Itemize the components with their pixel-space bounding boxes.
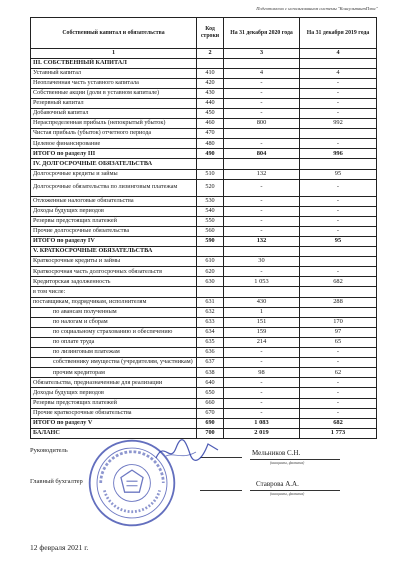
row-name: Резервы предстоящих платежей — [31, 216, 197, 226]
row-name: по авансам полученным — [31, 307, 197, 317]
value-2020: - — [224, 108, 300, 118]
value-2020: 98 — [224, 368, 300, 378]
value-2019: - — [300, 267, 377, 277]
value-2020: 430 — [224, 297, 300, 307]
row-name: Неоплаченная часть уставного капитала — [31, 78, 197, 88]
row-code: 637 — [197, 358, 224, 368]
column-number: 2 — [197, 49, 224, 59]
row-name: III. СОБСТВЕННЫЙ КАПИТАЛ — [31, 58, 197, 68]
value-2020: 132 — [224, 169, 300, 179]
row-name: по налогам и сборам — [31, 317, 197, 327]
row-name: ИТОГО по разделу V — [31, 418, 197, 428]
row-code: 638 — [197, 368, 224, 378]
row-name: по социальному страхованию и обеспечению — [31, 327, 197, 337]
value-2019: 1 773 — [300, 428, 377, 438]
row-code: 610 — [197, 257, 224, 267]
accountant-name: Ставрова А.А. — [256, 480, 299, 488]
row-name: ИТОГО по разделу III — [31, 149, 197, 159]
row-name: Резервный капитал — [31, 98, 197, 108]
row-name: Доходы будущих периодов — [31, 206, 197, 216]
value-2019: - — [300, 108, 377, 118]
value-2020: - — [224, 139, 300, 149]
row-code: 510 — [197, 169, 224, 179]
row-name: в том числе: — [31, 287, 197, 297]
handwritten-signature — [152, 436, 222, 466]
value-2019: - — [300, 206, 377, 216]
row-code: 470 — [197, 129, 224, 139]
row-name: ИТОГО по разделу IV — [31, 237, 197, 247]
row-code: 660 — [197, 398, 224, 408]
row-code: 690 — [197, 418, 224, 428]
value-2020: - — [224, 267, 300, 277]
value-2019: - — [300, 179, 377, 196]
value-2019: 4 — [300, 68, 377, 78]
value-2019: - — [300, 196, 377, 206]
row-name: Собственные акции (доли в уставном капитале) — [31, 88, 197, 98]
row-code: 420 — [197, 78, 224, 88]
row-code: 540 — [197, 206, 224, 216]
page-header-note: Подготовлено с использованием системы "КонсультантПлюс" — [256, 6, 378, 11]
row-name: Долгосрочные обязательства по лизинговым платежам — [31, 179, 197, 196]
row-code: 635 — [197, 337, 224, 347]
value-2020: 4 — [224, 68, 300, 78]
value-2019: 95 — [300, 237, 377, 247]
row-code: 636 — [197, 348, 224, 358]
row-code: 631 — [197, 297, 224, 307]
value-2019: - — [300, 139, 377, 149]
value-2020: - — [224, 408, 300, 418]
header-year-2020: На 31 декабря 2020 года — [224, 18, 300, 49]
row-name: Кредиторская задолженность — [31, 277, 197, 287]
row-code: 560 — [197, 226, 224, 236]
value-2020: - — [224, 226, 300, 236]
value-2019: - — [300, 348, 377, 358]
value-2019: 682 — [300, 277, 377, 287]
value-2019: - — [300, 388, 377, 398]
head-name-line — [250, 459, 340, 460]
row-name: Обязательства, предназначенные для реализации — [31, 378, 197, 388]
value-2020: 132 — [224, 237, 300, 247]
value-2019: - — [300, 358, 377, 368]
row-code: 633 — [197, 317, 224, 327]
value-2020: - — [224, 358, 300, 368]
value-2020: 804 — [224, 149, 300, 159]
row-name: Прочие краткосрочные обязательства — [31, 408, 197, 418]
header-code: Код строки — [197, 18, 224, 49]
value-2019: 682 — [300, 418, 377, 428]
value-2019: - — [300, 98, 377, 108]
accountant-name-line — [250, 490, 340, 491]
row-code: 650 — [197, 388, 224, 398]
head-name: Мельников С.Н. — [252, 449, 301, 457]
value-2020: 214 — [224, 337, 300, 347]
row-code: 550 — [197, 216, 224, 226]
row-code: 620 — [197, 267, 224, 277]
row-name: по лизинговым платежам — [31, 348, 197, 358]
value-2020: 151 — [224, 317, 300, 327]
row-name: Краткосрочные кредиты и займы — [31, 257, 197, 267]
row-name: Уставный капитал — [31, 68, 197, 78]
row-name: Нераспределенная прибыль (непокрытый убыток) — [31, 119, 197, 129]
row-name: БАЛАНС — [31, 428, 197, 438]
document-date: 12 февраля 2021 г. — [30, 543, 89, 552]
value-2019: 288 — [300, 297, 377, 307]
row-code: 590 — [197, 237, 224, 247]
value-2020: 30 — [224, 257, 300, 267]
row-name: Резервы предстоящих платежей — [31, 398, 197, 408]
row-code: 520 — [197, 179, 224, 196]
row-name: Отложенные налоговые обязательства — [31, 196, 197, 206]
row-name: Доходы будущих периодов — [31, 388, 197, 398]
row-name: Добавочный капитал — [31, 108, 197, 118]
value-2020: 1 — [224, 307, 300, 317]
row-code: 450 — [197, 108, 224, 118]
row-name: Целевое финансирование — [31, 139, 197, 149]
column-number: 3 — [224, 49, 300, 59]
row-name: IV. ДОЛГОСРОЧНЫЕ ОБЯЗАТЕЛЬСТВА — [31, 159, 197, 169]
value-2019: - — [300, 78, 377, 88]
row-code: 700 — [197, 428, 224, 438]
value-2020: 800 — [224, 119, 300, 129]
value-2020: - — [224, 98, 300, 108]
row-code: 640 — [197, 378, 224, 388]
header-name: Собственный капитал и обязательства — [31, 18, 197, 49]
value-2019: 992 — [300, 119, 377, 129]
row-name: прочим кредиторам — [31, 368, 197, 378]
value-2020: 159 — [224, 327, 300, 337]
row-name: Долгосрочные кредиты и займы — [31, 169, 197, 179]
row-code: 670 — [197, 408, 224, 418]
head-caption: (инициалы, фамилия) — [270, 461, 305, 465]
value-2019: - — [300, 408, 377, 418]
row-code: 634 — [197, 327, 224, 337]
value-2020: - — [224, 206, 300, 216]
value-2019: 62 — [300, 368, 377, 378]
accountant-signature-line — [200, 490, 242, 491]
row-name: Краткосрочная часть долгосрочных обязательств — [31, 267, 197, 277]
row-code: 480 — [197, 139, 224, 149]
column-number: 4 — [300, 49, 377, 59]
value-2019: 95 — [300, 169, 377, 179]
row-name: Чистая прибыль (убыток) отчетного периода — [31, 129, 197, 139]
row-name: поставщикам, подрядчикам, исполнителям — [31, 297, 197, 307]
accountant-caption: (инициалы, фамилия) — [270, 492, 305, 496]
value-2020: - — [224, 398, 300, 408]
accountant-label: Главный бухгалтер — [30, 478, 83, 485]
value-2020: - — [224, 378, 300, 388]
value-2020: 1 053 — [224, 277, 300, 287]
value-2019: 996 — [300, 149, 377, 159]
value-2020: 1 083 — [224, 418, 300, 428]
value-2019: - — [300, 398, 377, 408]
row-code: 430 — [197, 88, 224, 98]
row-name: V. КРАТКОСРОЧНЫЕ ОБЯЗАТЕЛЬСТВА — [31, 247, 197, 257]
row-code: 630 — [197, 277, 224, 287]
value-2019: 65 — [300, 337, 377, 347]
value-2020: - — [224, 348, 300, 358]
value-2020: 2 019 — [224, 428, 300, 438]
row-code: 530 — [197, 196, 224, 206]
row-code: 460 — [197, 119, 224, 129]
value-2019: - — [300, 88, 377, 98]
value-2019: - — [300, 226, 377, 236]
value-2019: 97 — [300, 327, 377, 337]
head-label: Руководитель — [30, 447, 68, 454]
column-number: 1 — [31, 49, 197, 59]
row-code: 440 — [197, 98, 224, 108]
value-2019: 170 — [300, 317, 377, 327]
row-code: 490 — [197, 149, 224, 159]
value-2020: - — [224, 179, 300, 196]
value-2020: - — [224, 216, 300, 226]
row-code: 632 — [197, 307, 224, 317]
row-name: Прочие долгосрочные обязательства — [31, 226, 197, 236]
row-name: собственнику имущества (учредителям, участникам) — [31, 358, 197, 368]
value-2020: - — [224, 88, 300, 98]
value-2020: - — [224, 78, 300, 88]
value-2020: - — [224, 196, 300, 206]
value-2019: - — [300, 378, 377, 388]
header-year-2019: На 31 декабря 2019 года — [300, 18, 377, 49]
value-2019: - — [300, 216, 377, 226]
row-code: 410 — [197, 68, 224, 78]
value-2020: - — [224, 388, 300, 398]
row-name: по оплате труда — [31, 337, 197, 347]
